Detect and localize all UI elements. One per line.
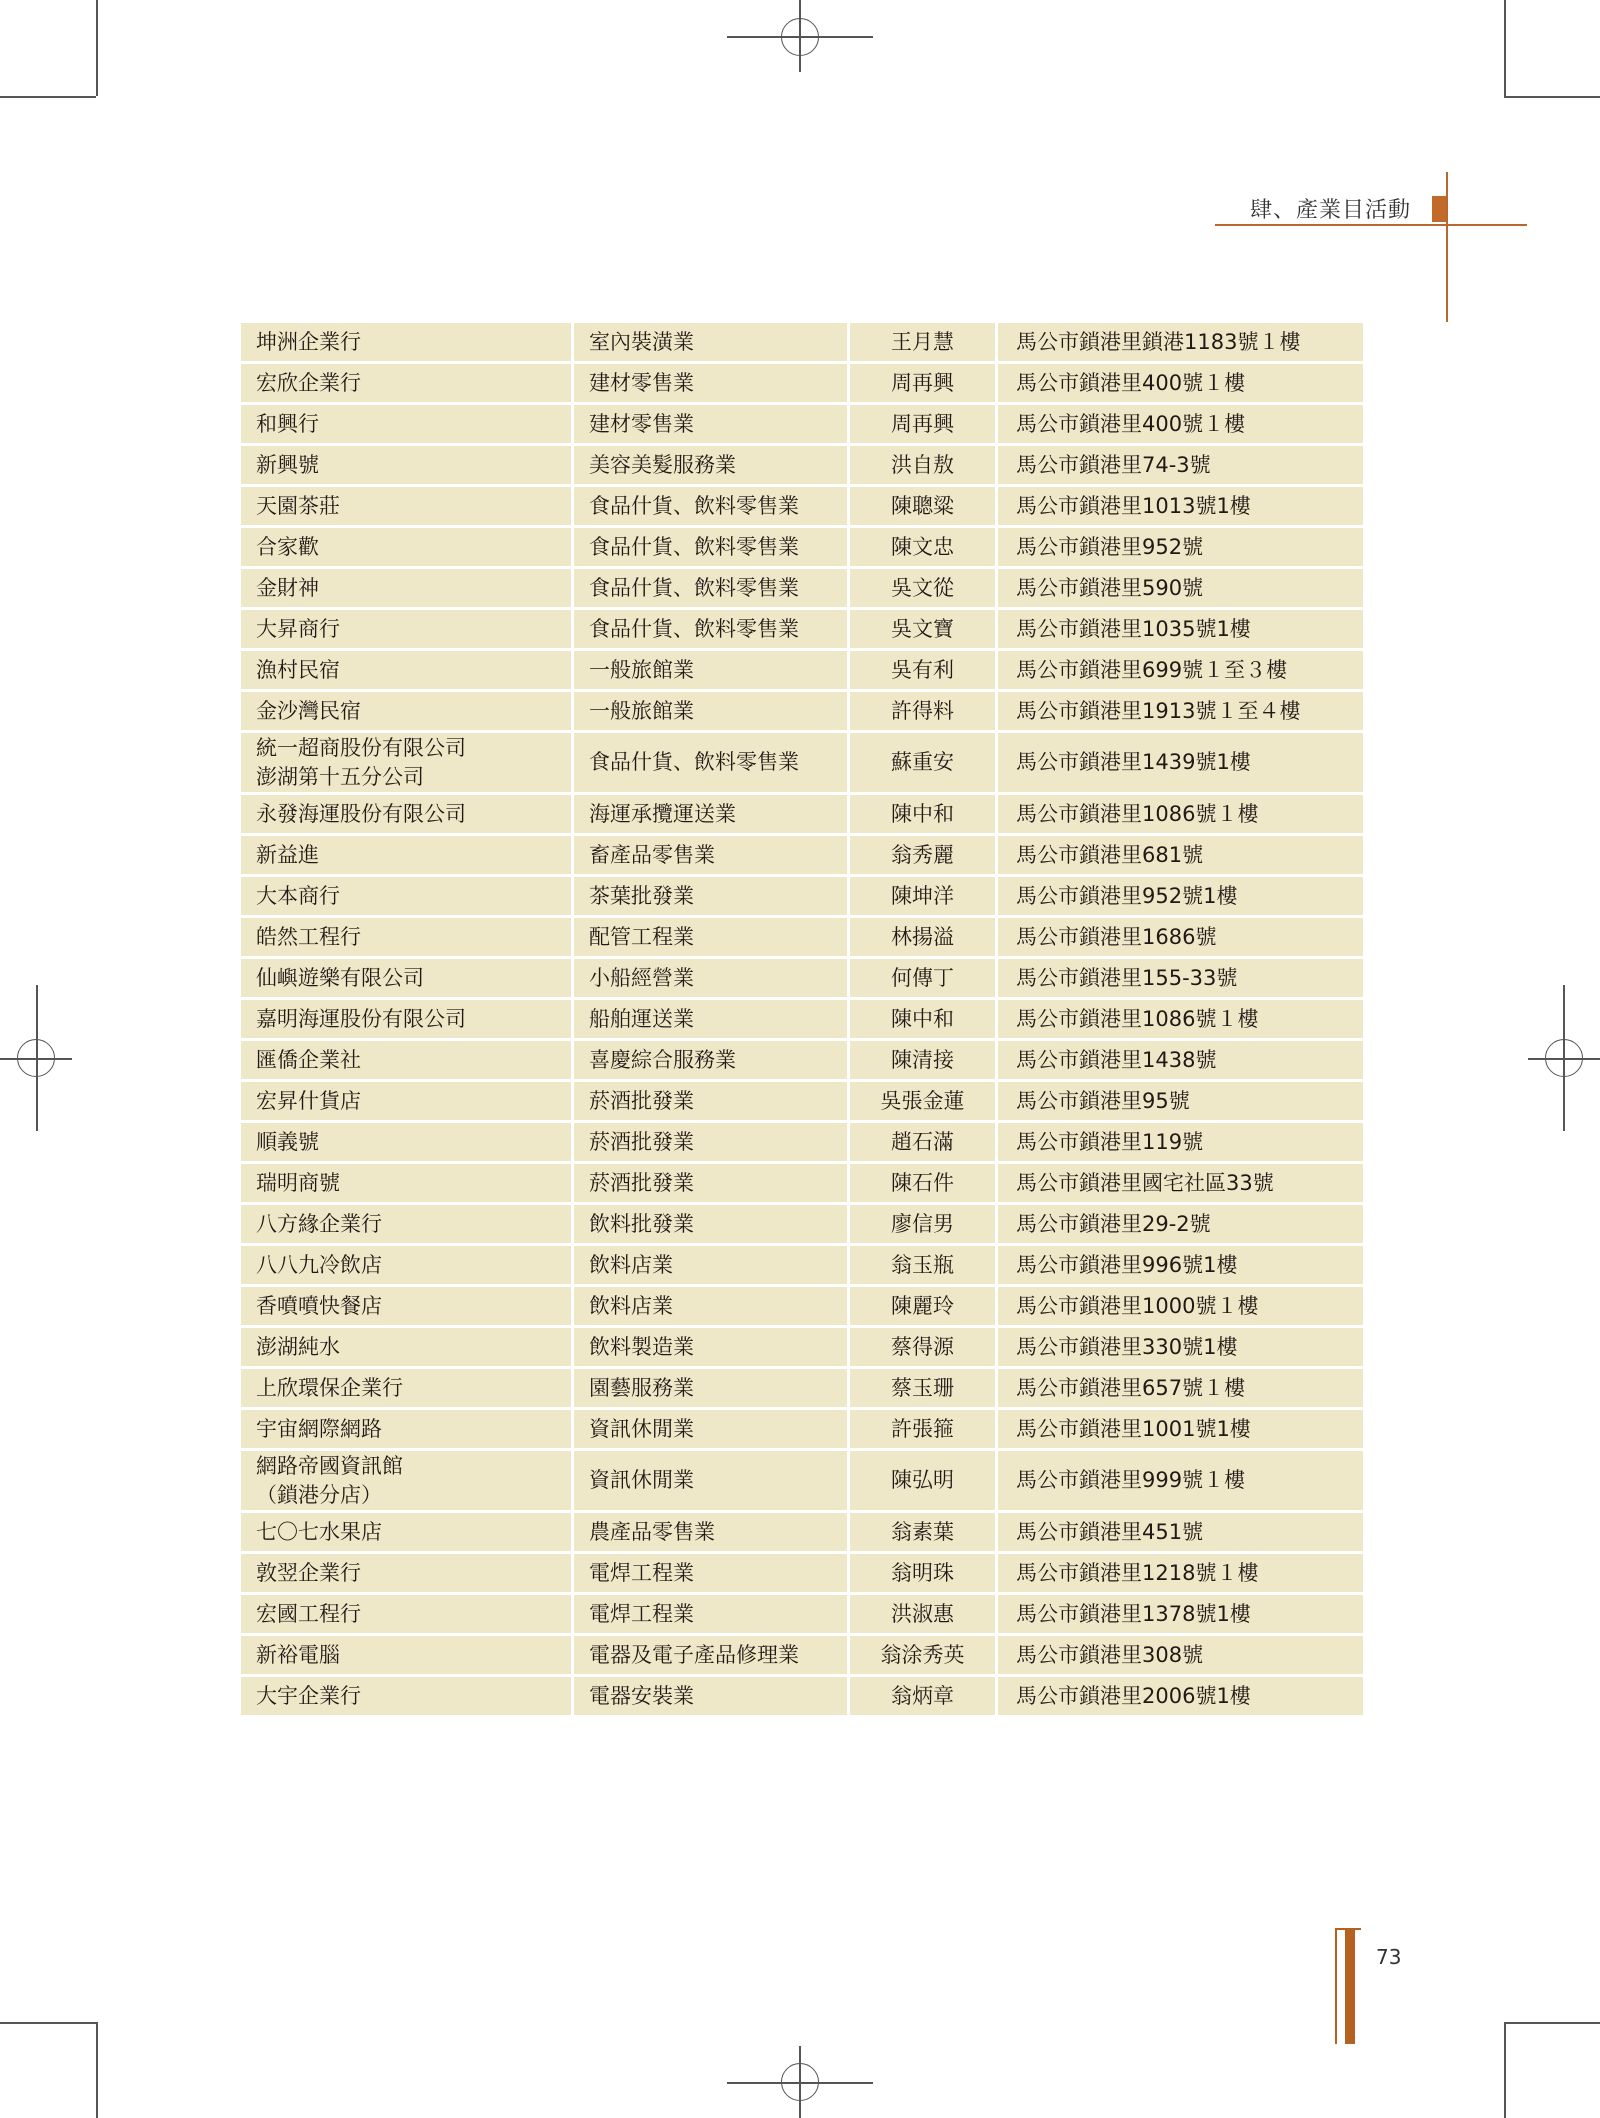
table-row	[240, 1081, 1365, 1122]
business-name-cell	[240, 1286, 573, 1327]
business-name-cell	[240, 1368, 573, 1409]
address-cell: 馬公市鎖港里119號	[997, 1122, 1365, 1163]
address-cell: 馬公市鎖港里74-3號	[997, 445, 1365, 486]
business-name: 香噴噴快餐店	[256, 1293, 382, 1318]
address-cell: 馬公市鎖港里1378號1樓	[997, 1594, 1365, 1635]
page-number: 73	[1376, 1945, 1402, 1969]
business-type-cell: 建材零售業	[573, 404, 849, 445]
business-type-cell: 資訊休閒業	[573, 1450, 849, 1512]
business-name-cell	[240, 363, 573, 404]
business-type-cell: 食品什貨、飲料零售業	[573, 527, 849, 568]
business-roster-table	[238, 320, 1366, 1718]
business-name-cell	[240, 794, 573, 835]
business-name-cell	[240, 691, 573, 732]
owner-cell: 許得料	[849, 691, 997, 732]
owner-cell: 陳麗玲	[849, 1286, 997, 1327]
business-name: 嘉明海運股份有限公司	[256, 1006, 466, 1031]
owner-cell: 翁明珠	[849, 1553, 997, 1594]
owner-cell: 許張箍	[849, 1409, 997, 1450]
table-row	[240, 732, 1365, 794]
business-name-cell	[240, 609, 573, 650]
business-name: 順義號	[256, 1129, 319, 1154]
business-name: 澎湖純水	[256, 1334, 340, 1359]
address-cell: 馬公市鎖港里330號1樓	[997, 1327, 1365, 1368]
business-name: 天園茶莊	[256, 493, 340, 518]
chapter-title: 肆、產業目活動	[1250, 198, 1412, 223]
address-cell: 馬公市鎖港里400號１樓	[997, 363, 1365, 404]
business-type-cell: 飲料店業	[573, 1245, 849, 1286]
table-row	[240, 445, 1365, 486]
business-type-cell: 食品什貨、飲料零售業	[573, 486, 849, 527]
owner-cell: 翁炳章	[849, 1676, 997, 1717]
business-type-cell: 食品什貨、飲料零售業	[573, 732, 849, 794]
table-row	[240, 1286, 1365, 1327]
address-cell: 馬公市鎖港里1000號１樓	[997, 1286, 1365, 1327]
owner-cell: 陳坤洋	[849, 876, 997, 917]
business-name: 七〇七水果店	[256, 1519, 382, 1544]
business-name: 仙嶼遊樂有限公司	[256, 965, 424, 990]
address-cell: 馬公市鎖港里1001號1樓	[997, 1409, 1365, 1450]
business-name-cell	[240, 1635, 573, 1676]
owner-cell: 陳石件	[849, 1163, 997, 1204]
business-name-cell	[240, 1512, 573, 1553]
business-roster-body	[240, 322, 1365, 1717]
table-row	[240, 486, 1365, 527]
table-row	[240, 1245, 1365, 1286]
table-row	[240, 1327, 1365, 1368]
address-cell: 馬公市鎖港里590號	[997, 568, 1365, 609]
address-cell: 馬公市鎖港里1086號１樓	[997, 794, 1365, 835]
business-name: 漁村民宿	[256, 657, 340, 682]
owner-cell: 陳聰粱	[849, 486, 997, 527]
table-row	[240, 1553, 1365, 1594]
business-type-cell: 食品什貨、飲料零售業	[573, 609, 849, 650]
business-type-cell: 飲料製造業	[573, 1327, 849, 1368]
business-type-cell: 菸酒批發業	[573, 1122, 849, 1163]
owner-cell: 周再興	[849, 363, 997, 404]
business-name: 大本商行	[256, 883, 340, 908]
owner-cell: 陳清接	[849, 1040, 997, 1081]
business-name-line2: 澎湖第十五分公司	[256, 764, 424, 789]
table-row	[240, 917, 1365, 958]
header-rule	[1215, 224, 1527, 226]
address-cell: 馬公市鎖港里699號１至３樓	[997, 650, 1365, 691]
address-cell: 馬公市鎖港里1035號1樓	[997, 609, 1365, 650]
page-number-bar	[1345, 1928, 1355, 2044]
owner-cell: 陳中和	[849, 999, 997, 1040]
business-name: 敦翌企業行	[256, 1560, 361, 1585]
business-name-cell	[240, 1676, 573, 1717]
business-name: 宏昇什貨店	[256, 1088, 361, 1113]
business-name: 瑞明商號	[256, 1170, 340, 1195]
business-name: 金財神	[256, 575, 319, 600]
owner-cell: 吳文從	[849, 568, 997, 609]
business-name: 新益進	[256, 842, 319, 867]
owner-cell: 周再興	[849, 404, 997, 445]
business-name: 皓然工程行	[256, 924, 361, 949]
business-name: 八八九冷飲店	[256, 1252, 382, 1277]
address-cell: 馬公市鎖港里1438號	[997, 1040, 1365, 1081]
business-type-cell: 電焊工程業	[573, 1594, 849, 1635]
table-row	[240, 1204, 1365, 1245]
business-type-cell: 園藝服務業	[573, 1368, 849, 1409]
table-row	[240, 835, 1365, 876]
business-name: 坤洲企業行	[256, 329, 361, 354]
business-name-cell	[240, 1553, 573, 1594]
business-type-cell: 配管工程業	[573, 917, 849, 958]
business-name: 宏國工程行	[256, 1601, 361, 1626]
business-type-cell: 一般旅館業	[573, 691, 849, 732]
business-name: 宏欣企業行	[256, 370, 361, 395]
business-type-cell: 菸酒批發業	[573, 1081, 849, 1122]
business-type-cell: 小船經營業	[573, 958, 849, 999]
owner-cell: 趙石滿	[849, 1122, 997, 1163]
business-name-cell	[240, 999, 573, 1040]
table-row	[240, 527, 1365, 568]
business-name-cell	[240, 1245, 573, 1286]
address-cell: 馬公市鎖港里952號	[997, 527, 1365, 568]
business-name: 八方緣企業行	[256, 1211, 382, 1236]
business-name: 新裕電腦	[256, 1642, 340, 1667]
page-number-thin-rule	[1335, 1928, 1337, 2044]
owner-cell: 吳張金蓮	[849, 1081, 997, 1122]
table-row	[240, 1368, 1365, 1409]
address-cell: 馬公市鎖港里451號	[997, 1512, 1365, 1553]
owner-cell: 陳弘明	[849, 1450, 997, 1512]
table-row	[240, 691, 1365, 732]
address-cell: 馬公市鎖港里308號	[997, 1635, 1365, 1676]
business-type-cell: 飲料店業	[573, 1286, 849, 1327]
address-cell: 馬公市鎖港里國宅社區33號	[997, 1163, 1365, 1204]
owner-cell: 蘇重安	[849, 732, 997, 794]
business-name-cell	[240, 1040, 573, 1081]
owner-cell: 陳中和	[849, 794, 997, 835]
business-name: 合家歡	[256, 534, 319, 559]
business-name: 宇宙網際網路	[256, 1416, 382, 1441]
business-name-cell	[240, 1163, 573, 1204]
table-row	[240, 1040, 1365, 1081]
owner-cell: 何傳丁	[849, 958, 997, 999]
table-row	[240, 1163, 1365, 1204]
address-cell: 馬公市鎖港里1439號1樓	[997, 732, 1365, 794]
business-type-cell: 建材零售業	[573, 363, 849, 404]
business-name-cell	[240, 1081, 573, 1122]
table-row	[240, 1635, 1365, 1676]
header-vertical-rule	[1446, 172, 1448, 322]
address-cell: 馬公市鎖港里999號１樓	[997, 1450, 1365, 1512]
address-cell: 馬公市鎖港里95號	[997, 1081, 1365, 1122]
business-name-cell	[240, 486, 573, 527]
owner-cell: 翁秀麗	[849, 835, 997, 876]
business-name-cell	[240, 527, 573, 568]
owner-cell: 吳文寶	[849, 609, 997, 650]
address-cell: 馬公市鎖港里996號1樓	[997, 1245, 1365, 1286]
address-cell: 馬公市鎖港里681號	[997, 835, 1365, 876]
business-type-cell: 一般旅館業	[573, 650, 849, 691]
business-name: 大宇企業行	[256, 1683, 361, 1708]
table-row	[240, 999, 1365, 1040]
address-cell: 馬公市鎖港里952號1樓	[997, 876, 1365, 917]
business-type-cell: 海運承攬運送業	[573, 794, 849, 835]
owner-cell: 林揚溢	[849, 917, 997, 958]
business-name: 網路帝國資訊館	[256, 1453, 403, 1478]
business-name-cell	[240, 650, 573, 691]
address-cell: 馬公市鎖港里1013號1樓	[997, 486, 1365, 527]
business-name-cell	[240, 322, 573, 363]
business-name-cell	[240, 1594, 573, 1635]
business-type-cell: 菸酒批發業	[573, 1163, 849, 1204]
owner-cell: 翁玉瓶	[849, 1245, 997, 1286]
business-type-cell: 船舶運送業	[573, 999, 849, 1040]
business-type-cell: 資訊休閒業	[573, 1409, 849, 1450]
address-cell: 馬公市鎖港里1913號１至４樓	[997, 691, 1365, 732]
table-row	[240, 568, 1365, 609]
owner-cell: 陳文忠	[849, 527, 997, 568]
address-cell: 馬公市鎖港里1218號１樓	[997, 1553, 1365, 1594]
business-name: 大昇商行	[256, 616, 340, 641]
business-name-cell	[240, 568, 573, 609]
business-type-cell: 美容美髮服務業	[573, 445, 849, 486]
business-name: 金沙灣民宿	[256, 698, 361, 723]
business-name: 上欣環保企業行	[256, 1375, 403, 1400]
business-type-cell: 飲料批發業	[573, 1204, 849, 1245]
business-name-cell	[240, 917, 573, 958]
table-row	[240, 1409, 1365, 1450]
business-name-cell	[240, 876, 573, 917]
table-row	[240, 1450, 1365, 1512]
business-name-cell	[240, 1450, 573, 1512]
address-cell: 馬公市鎖港里657號１樓	[997, 1368, 1365, 1409]
business-type-cell: 茶葉批發業	[573, 876, 849, 917]
business-name-cell	[240, 1409, 573, 1450]
owner-cell: 洪自敖	[849, 445, 997, 486]
business-name-cell	[240, 958, 573, 999]
business-type-cell: 喜慶綜合服務業	[573, 1040, 849, 1081]
address-cell: 馬公市鎖港里1086號１樓	[997, 999, 1365, 1040]
address-cell: 馬公市鎖港里400號１樓	[997, 404, 1365, 445]
business-name-cell	[240, 445, 573, 486]
business-name-line2: （鎖港分店）	[256, 1482, 382, 1507]
business-name: 永發海運股份有限公司	[256, 801, 466, 826]
business-type-cell: 室內裝潢業	[573, 322, 849, 363]
table-row	[240, 609, 1365, 650]
owner-cell: 蔡得源	[849, 1327, 997, 1368]
owner-cell: 吳有利	[849, 650, 997, 691]
business-type-cell: 食品什貨、飲料零售業	[573, 568, 849, 609]
business-name-cell	[240, 732, 573, 794]
owner-cell: 翁素葉	[849, 1512, 997, 1553]
business-name: 統一超商股份有限公司	[256, 735, 466, 760]
business-type-cell: 農產品零售業	[573, 1512, 849, 1553]
business-type-cell: 電焊工程業	[573, 1553, 849, 1594]
business-name: 匯僑企業社	[256, 1047, 361, 1072]
address-cell: 馬公市鎖港里2006號1樓	[997, 1676, 1365, 1717]
table-row	[240, 650, 1365, 691]
business-name-cell	[240, 835, 573, 876]
business-name-cell	[240, 1204, 573, 1245]
owner-cell: 洪淑惠	[849, 1594, 997, 1635]
table-row	[240, 1676, 1365, 1717]
business-name-cell	[240, 404, 573, 445]
owner-cell: 廖信男	[849, 1204, 997, 1245]
business-name-cell	[240, 1327, 573, 1368]
table-row	[240, 322, 1365, 363]
business-name-cell	[240, 1122, 573, 1163]
table-row	[240, 794, 1365, 835]
business-type-cell: 電器安裝業	[573, 1676, 849, 1717]
business-name: 和興行	[256, 411, 319, 436]
table-row	[240, 1512, 1365, 1553]
table-row	[240, 1122, 1365, 1163]
address-cell: 馬公市鎖港里29-2號	[997, 1204, 1365, 1245]
table-row	[240, 958, 1365, 999]
table-row	[240, 363, 1365, 404]
owner-cell: 蔡玉珊	[849, 1368, 997, 1409]
business-type-cell: 電器及電子產品修理業	[573, 1635, 849, 1676]
business-type-cell: 畜產品零售業	[573, 835, 849, 876]
table-row	[240, 876, 1365, 917]
address-cell: 馬公市鎖港里1686號	[997, 917, 1365, 958]
address-cell: 馬公市鎖港里155-33號	[997, 958, 1365, 999]
business-name: 新興號	[256, 452, 319, 477]
owner-cell: 翁涂秀英	[849, 1635, 997, 1676]
owner-cell: 王月慧	[849, 322, 997, 363]
table-row	[240, 1594, 1365, 1635]
table-row	[240, 404, 1365, 445]
address-cell: 馬公市鎖港里鎖港1183號１樓	[997, 322, 1365, 363]
